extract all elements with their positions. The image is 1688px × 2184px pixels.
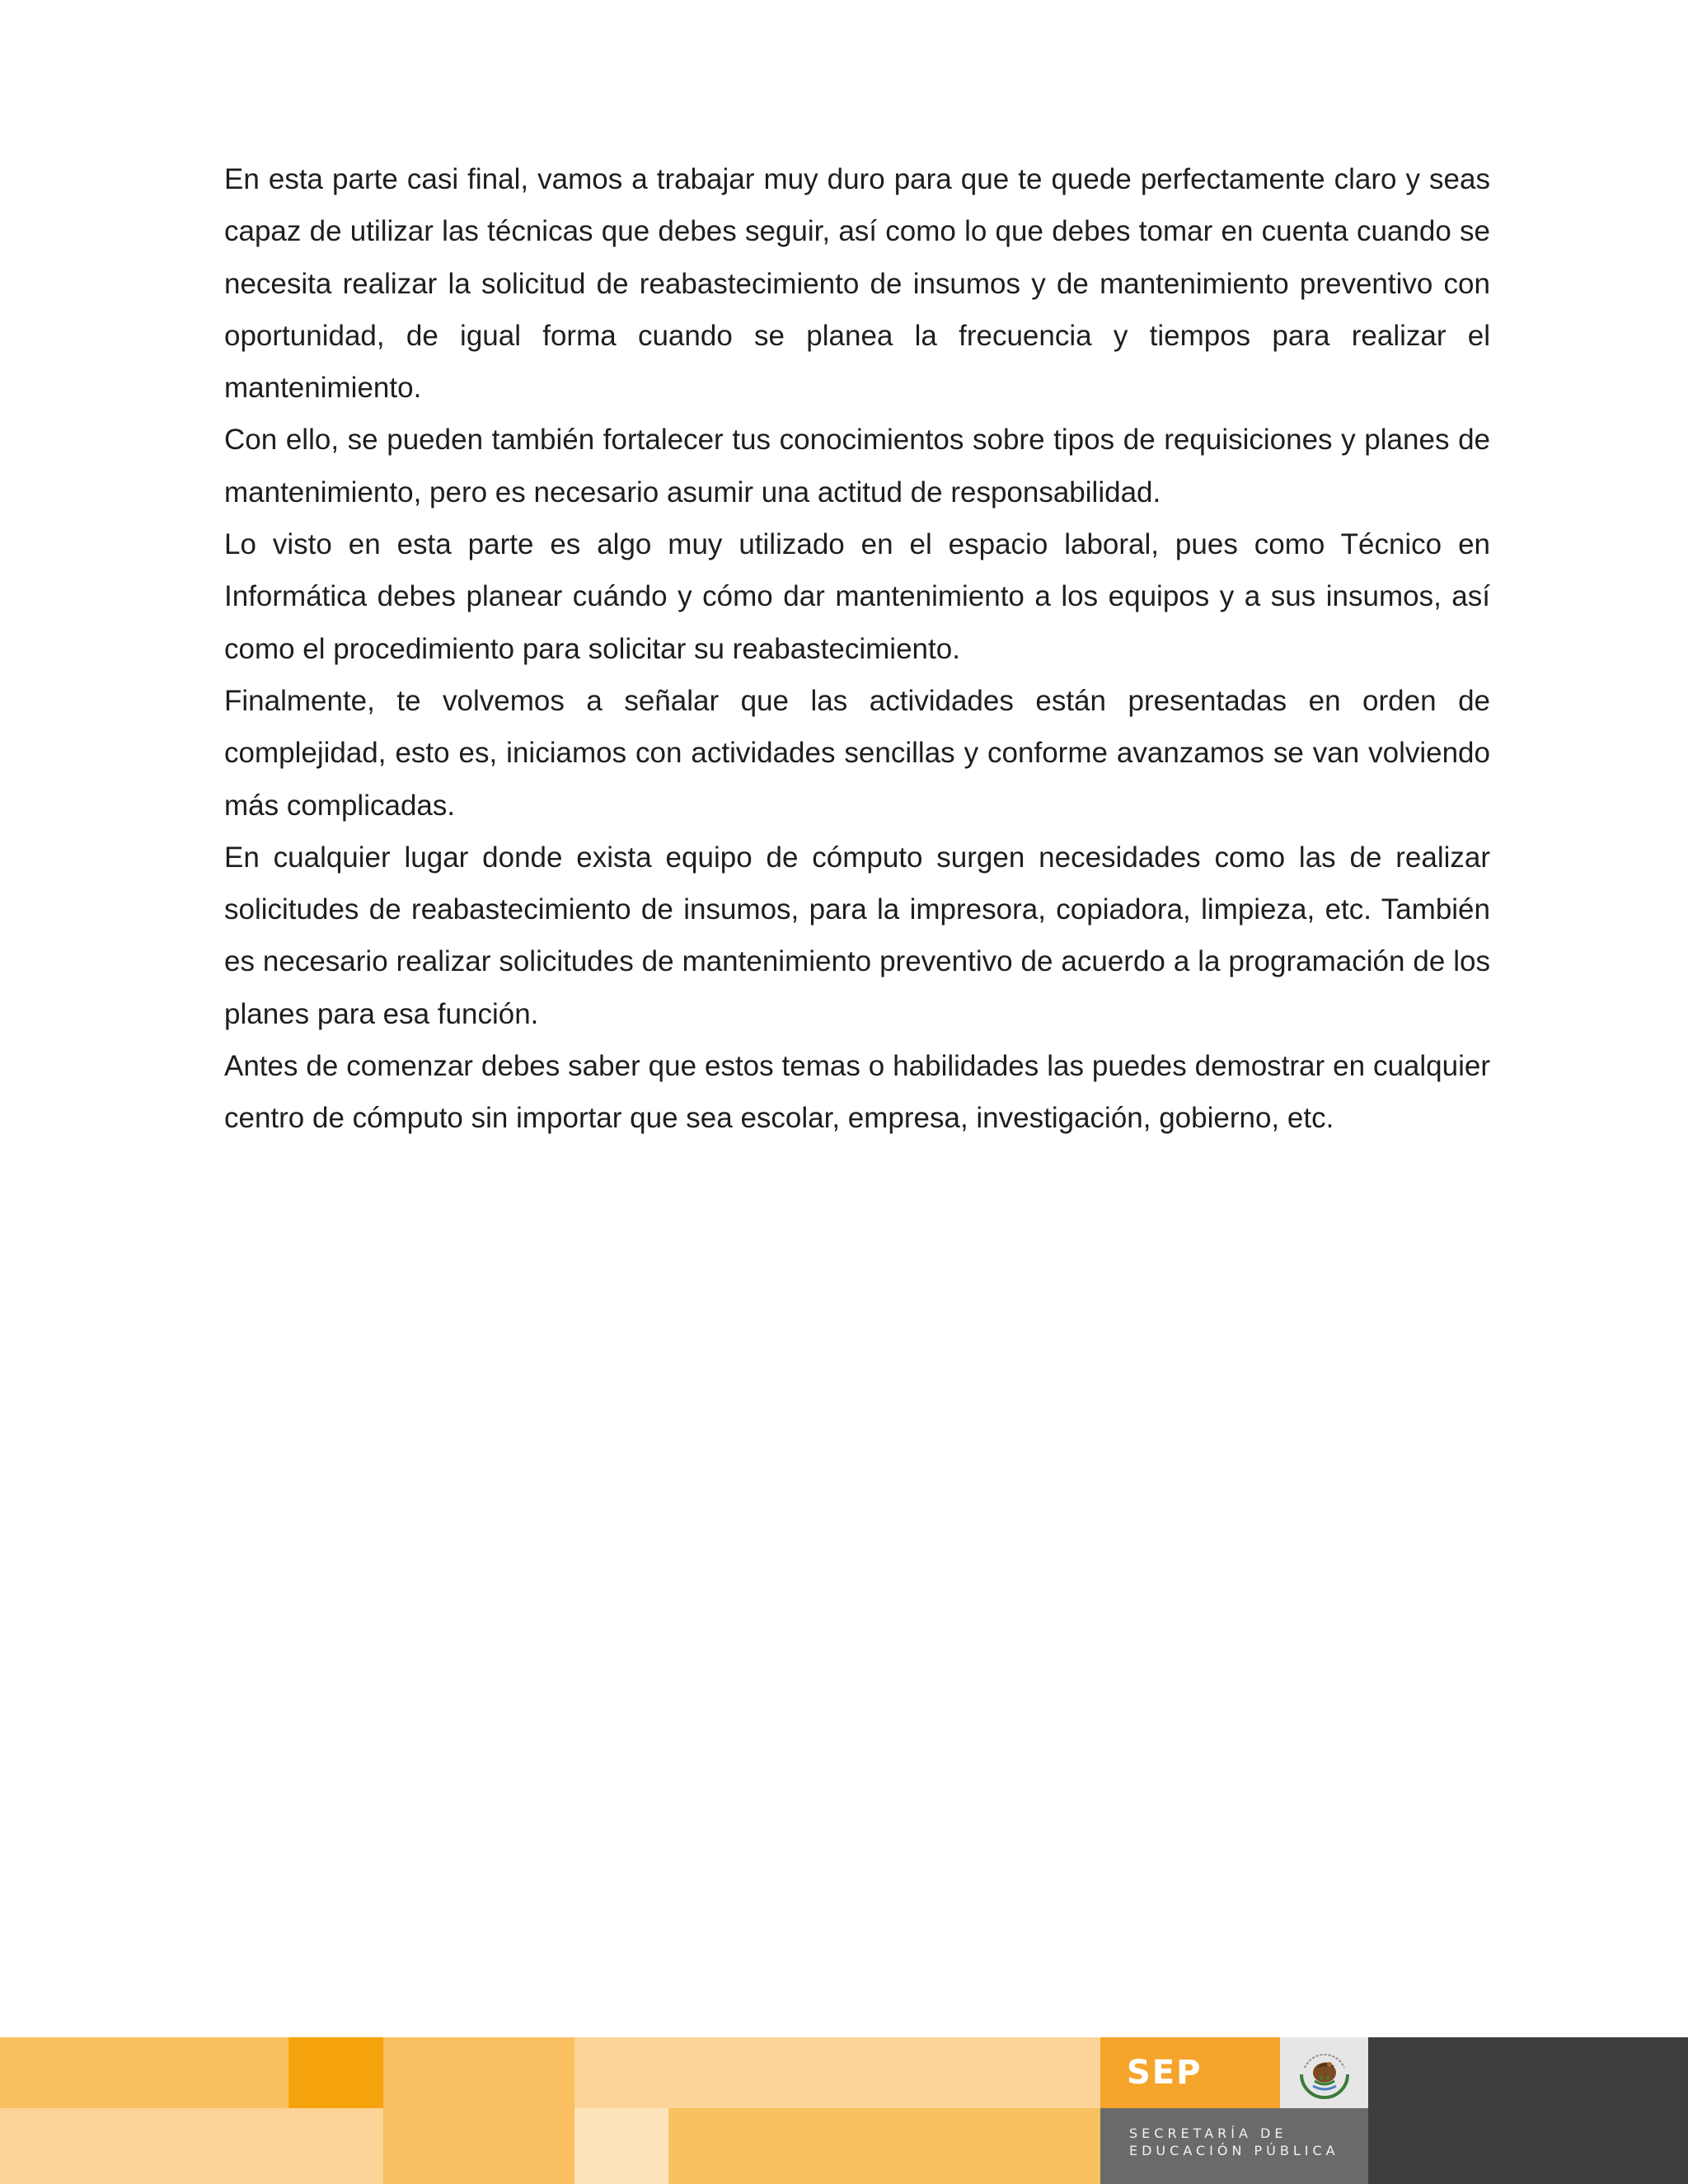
organization-name	[1129, 2125, 1339, 2159]
seal-box	[1280, 2037, 1368, 2108]
footer-color-block	[0, 2108, 383, 2184]
footer-color-block	[383, 2037, 574, 2108]
paragraph: Antes de comenzar debes saber que estos temas o habilidades las puedes demostrar en cualquier centro de cómputo sin importar que sea escolar, empresa, investigación, gobierno, etc.	[224, 1050, 1490, 1135]
footer-color-block	[288, 2037, 383, 2108]
sep-logo-text: SEP	[1127, 2054, 1203, 2092]
sep-name-block	[1100, 2108, 1368, 2184]
sep-logo	[1100, 2037, 1280, 2108]
footer-color-block	[574, 2108, 668, 2184]
paragraph: En cualquier lugar donde exista equipo de cómputo surgen necesidades como las de realizar solicitudes de reabastecimiento de insumos, para la impresora, copiadora, limpieza, etc. También es necesario realizar solicitudes de mantenimiento preventivo de acuerdo a la programación de los planes para esa función.	[224, 841, 1490, 1030]
footer-color-block	[668, 2108, 1100, 2184]
document-body	[224, 153, 1490, 1145]
footer-color-block	[383, 2108, 574, 2184]
paragraph: Con ello, se pueden también fortalecer tus conocimientos sobre tipos de requisiciones y planes de mantenimiento, pero es necesario asumir una actitud de responsabilidad.	[224, 424, 1490, 509]
organization-name-line: SECRETARÍA DE	[1129, 2125, 1287, 2141]
footer-dark-block	[1368, 2037, 1688, 2184]
footer-color-block	[574, 2037, 1100, 2108]
paragraph: En esta parte casi final, vamos a trabajar muy duro para que te quede perfectamente claro y seas capaz de utilizar las técnicas que debes seguir, así como lo que debes tomar en cuenta cuando se necesita realizar la solicitud de reabastecimiento de insumos y de mantenimiento preventivo con oportunidad, de igual forma cuando se planea la frecuencia y tiempos para realizar el mantenimiento.	[224, 163, 1490, 405]
paragraph: Finalmente, te volvemos a señalar que las actividades están presentadas en orden de complejidad, esto es, iniciamos con actividades sencillas y conforme avanzamos se van volviendo más complicadas.	[224, 684, 1490, 822]
footer-color-block	[0, 2037, 288, 2108]
mexico-coat-of-arms-icon	[1292, 2043, 1357, 2102]
paragraph: Lo visto en esta parte es algo muy utilizado en el espacio laboral, pues como Técnico en Informática debes planear cuándo y cómo dar mantenimiento a los equipos y a sus insumos, así como el procedimiento para solicitar su reabastecimiento.	[224, 528, 1490, 665]
organization-name-line: EDUCACIÓN PÚBLICA	[1129, 2143, 1339, 2158]
footer-band	[0, 2037, 1688, 2184]
